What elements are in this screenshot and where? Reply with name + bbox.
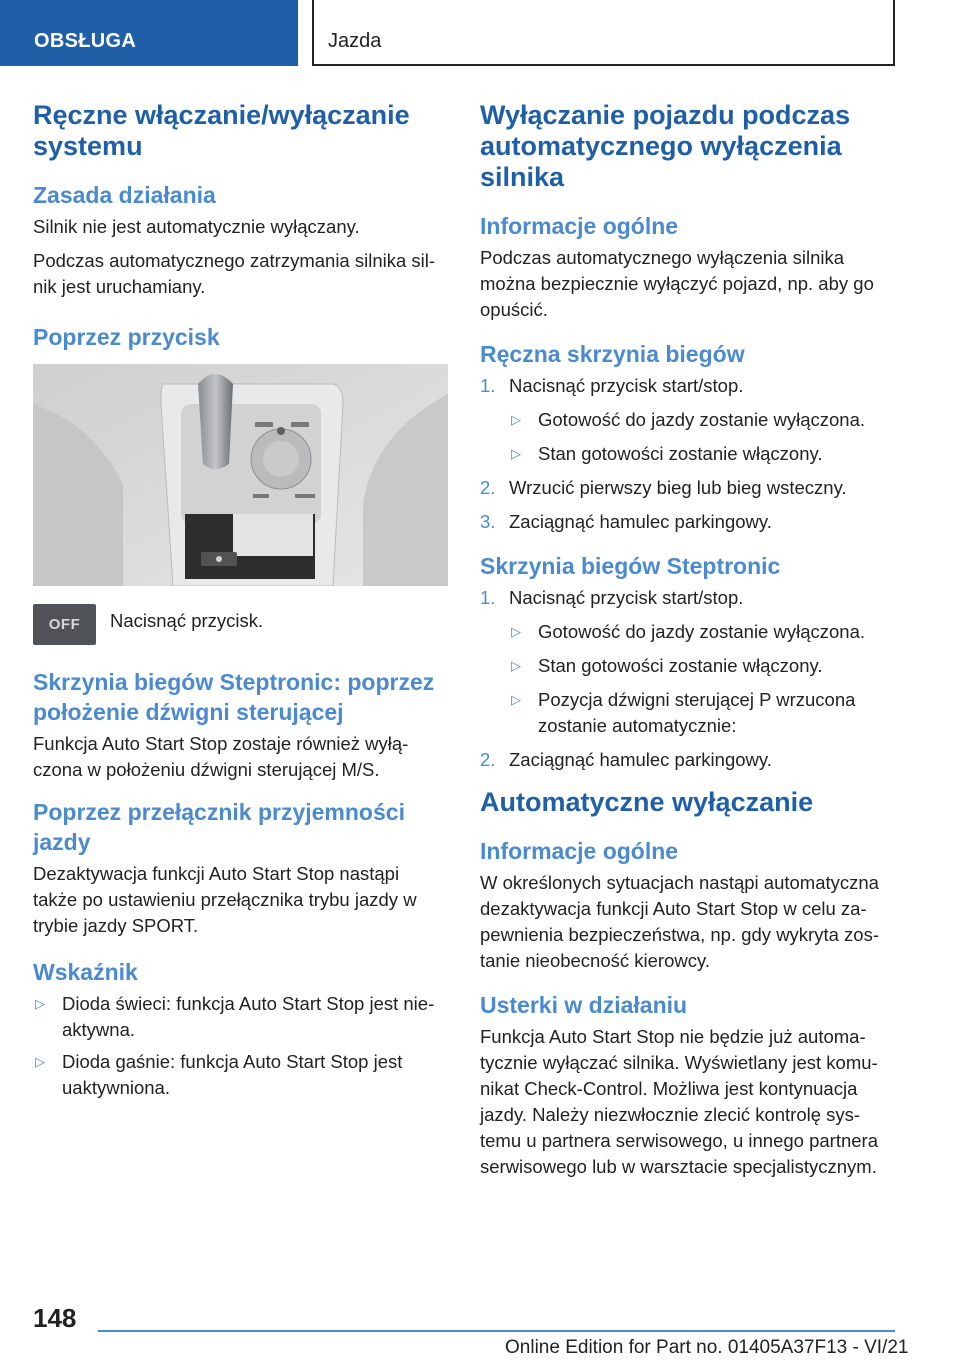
heading-steptronic: Skrzynia biegów Steptronic	[480, 553, 781, 579]
heading-general-info-2: Informacje ogólne	[480, 838, 679, 864]
list-item: 1. Nacisnąć przycisk start/stop. ▷ Gotowość do jazdy zostanie wyłączona. ▷ Stan gotowości zostanie włączony. ▷ Pozycja dźwigni sterującej P wrzucona zostanie automatycznie:	[480, 585, 895, 739]
general-info-text: Podczas automatycznego wyłączenia silnika można bezpiecznie wyłączyć pojazd, np. aby go opuścić.	[480, 247, 874, 320]
section-label: OBSŁUGA	[34, 30, 137, 52]
right-title-2: Automatyczne wyłączanie	[480, 787, 814, 817]
triangle-bullet-icon: ▷	[511, 446, 521, 461]
triangle-bullet-icon: ▷	[511, 412, 521, 427]
list-item: ▷ Dioda gaśnie: funkcja Auto Start Stop jest uaktywniona.	[35, 1051, 403, 1098]
right-title: Wyłączanie pojazdu podczas automatycznego wyłączenia silnika	[480, 100, 851, 192]
off-icon-label: OFF	[48, 616, 81, 633]
center-console-image	[33, 364, 448, 586]
principle-text-1: Silnik nie jest automatycznie wyłączany.	[33, 216, 360, 237]
list-item: 3. Zaciągnąć hamulec parkingowy.	[480, 511, 772, 532]
principle-text-2: Podczas automatycznego zatrzymania silnika silnik jest uruchamiany.	[33, 250, 436, 297]
triangle-bullet-icon: ▷	[35, 996, 45, 1011]
triangle-bullet-icon: ▷	[511, 624, 521, 639]
edition-note: Online Edition for Part no. 01405A37F13 - VI/21	[505, 1337, 909, 1358]
list-item: 1. Nacisnąć przycisk start/stop. ▷ Gotowość do jazdy zostanie wyłączona. ▷ Stan gotowości zostanie włączony.	[480, 373, 895, 467]
steptronic-steps	[480, 585, 895, 773]
footer-divider	[98, 1330, 895, 1332]
triangle-bullet-icon: ▷	[511, 692, 521, 707]
list-item: 2. Wrzucić pierwszy bieg lub bieg wsteczny.	[480, 477, 847, 498]
list-item: ▷ Pozycja dźwigni sterującej P wrzucona zostanie automatycznie:	[511, 689, 856, 736]
chapter-header	[312, 0, 895, 66]
off-button-row	[33, 604, 448, 645]
list-item: ▷ Gotowość do jazdy zostanie wyłączona.	[509, 619, 895, 645]
triangle-bullet-icon: ▷	[35, 1054, 45, 1069]
list-item: ▷ Dioda świeci: funkcja Auto Start Stop jest nieaktywna.	[35, 993, 435, 1040]
list-item: ▷ Gotowość do jazdy zostanie wyłączona.	[509, 407, 895, 433]
left-title: Ręczne włączanie/wyłączanie systemu	[33, 100, 410, 161]
steptronic-lever-text: Funkcja Auto Start Stop zostaje również wyłączona w położeniu dźwigni sterującej M/S.	[33, 733, 409, 780]
heading-indicator: Wskaźnik	[33, 959, 138, 985]
heading-general-info: Informacje ogólne	[480, 213, 679, 239]
auto-start-stop-off-icon	[33, 604, 96, 645]
page-number: 148	[33, 1303, 77, 1333]
general-info-2-text: W określonych sytuacjach nastąpi automatyczna dezaktywacja funkcji Auto Start Stop w celu zapewnienia bezpieczeństwa, np. gdy wykryta zostanie nieobecność kierowcy.	[480, 872, 879, 971]
heading-button: Poprzez przycisk	[33, 324, 220, 350]
list-item: ▷ Stan gotowości zostanie włączony.	[509, 441, 895, 467]
heading-driving-switch: Poprzez przełącznik przyjemności jazdy	[33, 799, 405, 855]
malfunctions-text: Funkcja Auto Start Stop nie będzie już automatycznie wyłączać silnika. Wyświetlany jest komunikat Check-Control. Możliwa jest kontynuacja jazdy. Należy niezwłocznie zlecić kontrolę systemu u partnera serwisowego, u innego partnera serwisowego lub w warsztacie specjalistycznym.	[480, 1026, 878, 1177]
list-item: 2. Zaciągnąć hamulec parkingowy.	[480, 749, 772, 770]
press-button-text: Nacisnąć przycisk.	[110, 610, 264, 631]
manual-gearbox-steps	[480, 373, 895, 535]
section-tab	[0, 0, 298, 66]
indicator-list	[33, 991, 448, 1101]
heading-principle: Zasada działania	[33, 182, 216, 208]
heading-malfunctions: Usterki w działaniu	[480, 992, 688, 1018]
right-column	[480, 100, 895, 1188]
left-column	[33, 100, 448, 1109]
heading-steptronic-lever: Skrzynia biegów Steptronic: poprzez położenie dźwigni sterującej	[33, 669, 435, 725]
chapter-label: Jazda	[328, 30, 382, 52]
driving-switch-text: Dezaktywacja funkcji Auto Start Stop nastąpi także po ustawieniu przełącznika trybu jazdy w trybie jazdy SPORT.	[33, 863, 417, 936]
heading-manual-gearbox: Ręczna skrzynia biegów	[480, 341, 745, 367]
list-item: ▷ Stan gotowości zostanie włączony.	[509, 653, 895, 679]
triangle-bullet-icon: ▷	[511, 658, 521, 673]
center-console-illustration	[33, 364, 448, 586]
